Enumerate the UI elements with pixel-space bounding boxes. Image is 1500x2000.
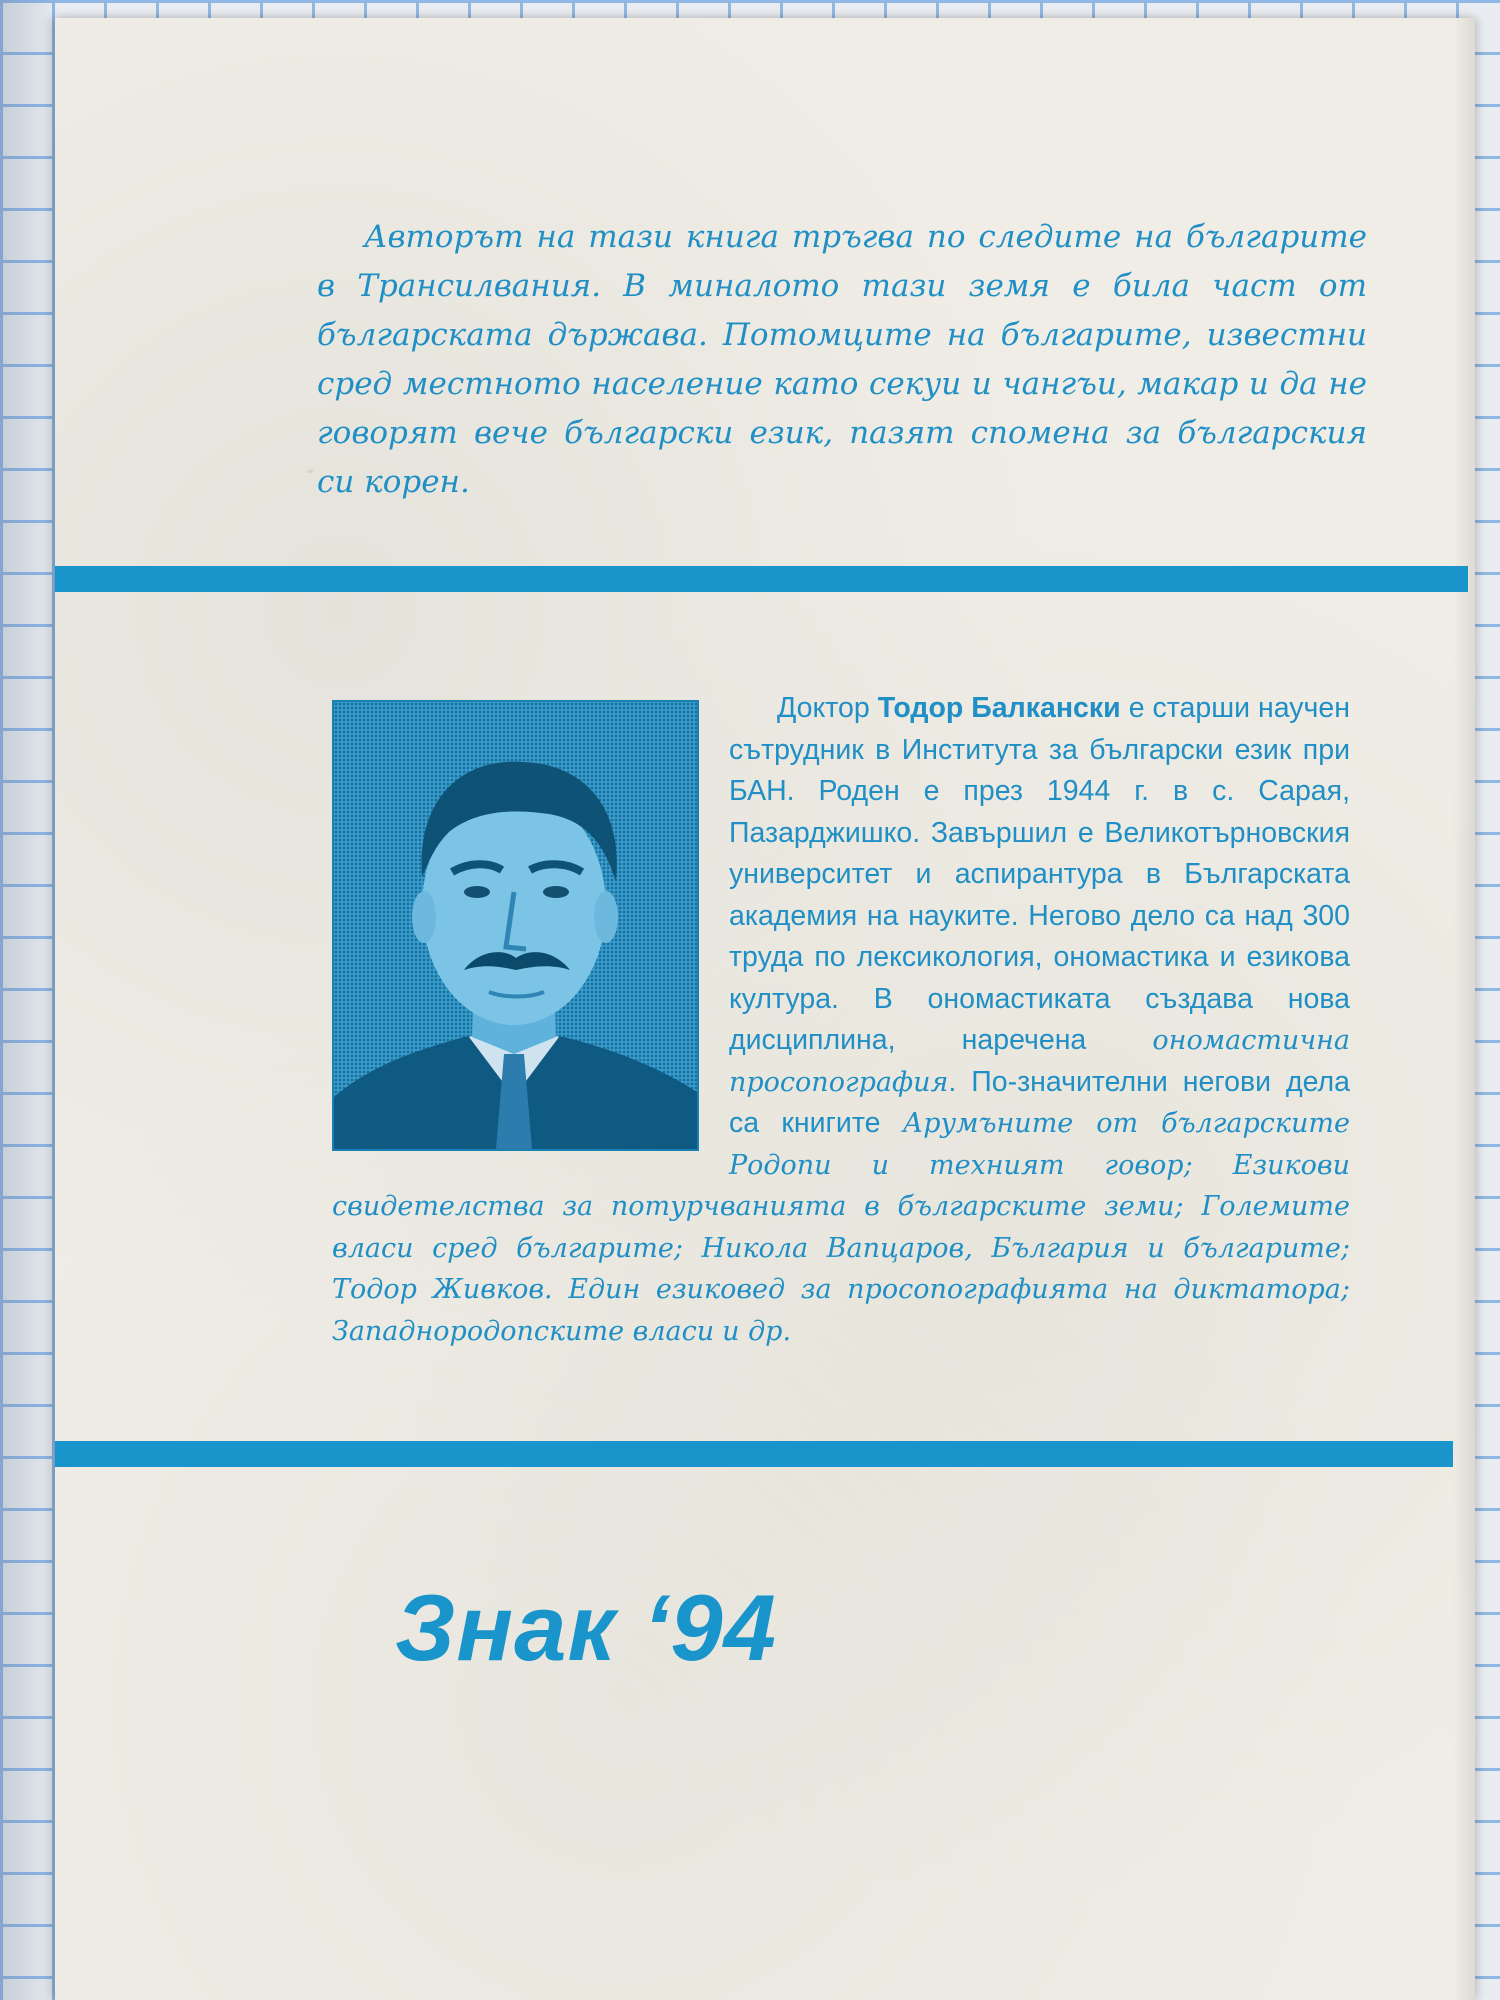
author-portrait-icon (334, 702, 697, 1149)
author-bio (332, 688, 1350, 1352)
book-back-cover (55, 18, 1475, 2000)
discipline-name: ономастична просопография (729, 1025, 1350, 1098)
cover-edge (1453, 18, 1475, 2000)
publisher-logo: Знак ‘94 (395, 1575, 777, 1680)
bottom-stripe (55, 1441, 1453, 1467)
book-titles: Арумъните от българските Родопи и техният говор; Езикови свидетелства за потурчванията в българските земи; Големите власи сред българите; Никола Вапцаров, България и българите; Тодор Живков. Един езиковед за просопографията на диктатора; Западнородопските власи (332, 1108, 1350, 1347)
paper-mark: ˝ (305, 468, 314, 489)
author-photo (332, 700, 699, 1151)
bio-text-2: . По-значителни негови дела са книгите (729, 1065, 1350, 1139)
bio-title-prefix: Доктор (777, 692, 870, 724)
bio-text-3: и др. (722, 1315, 792, 1347)
author-name: Тодор Балкански (877, 692, 1121, 724)
grid-background (0, 0, 60, 2000)
book-blurb: Авторът на тази книга тръгва по следите на българите в Трансилвания. В миналото тази земя е била част от българската държава. Потомците на българите, известни сред местното население като секуи и чангъи, макар и да не говорят вече български език, пазят спомена за българския си корен. (317, 219, 1367, 500)
top-stripe (55, 566, 1468, 592)
bio-text-1: е старши научен сътрудник в Института за български език при БАН. Роден е през 1944 г. в с. Сарая, Пазарджишко. Завършил е Великотърновския университет и аспирантура в Българската академия на науките. Негово дело са над 300 труда по лексикология, ономастика и езикова култура. В ономастиката създава нова дисциплина, наречена (729, 692, 1350, 1056)
